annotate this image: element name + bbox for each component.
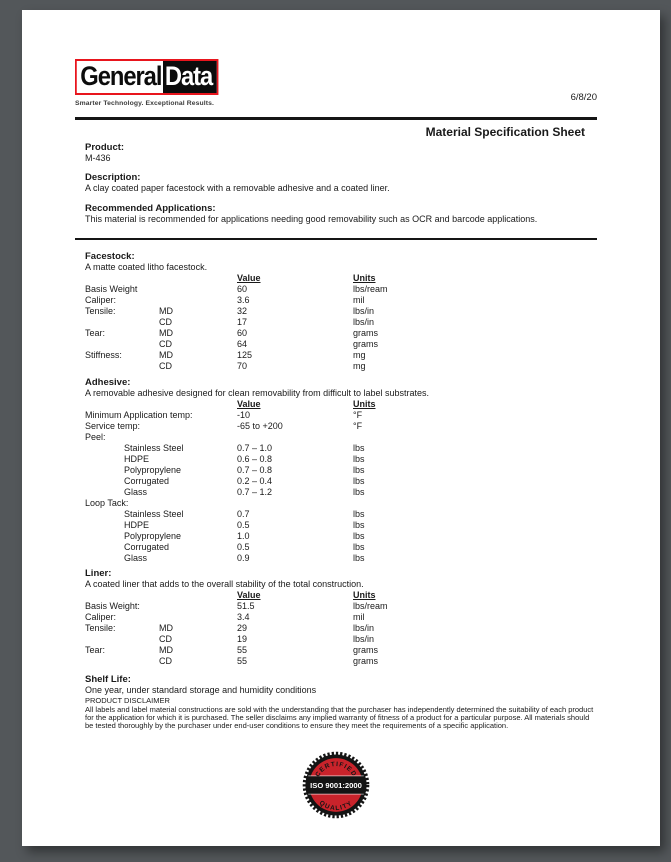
applications-heading: Recommended Applications: xyxy=(85,203,216,214)
section-applications xyxy=(75,203,597,225)
section-divider xyxy=(75,238,597,240)
table-row: Polypropylene 0.7 – 0.8 lbs xyxy=(124,465,365,475)
badge-bottom-text: QUALITY xyxy=(317,799,355,812)
table-row: Tensile: MD 32 lbs/in xyxy=(85,306,375,316)
value-column-header: Value xyxy=(237,399,261,409)
table-row: Corrugated 0.2 – 0.4 lbs xyxy=(124,476,365,486)
table-row: CD 64 grams xyxy=(159,339,379,349)
table-row: CD 70 mg xyxy=(159,361,366,371)
product-heading: Product: xyxy=(85,142,125,153)
table-row: CD 17 lbs/in xyxy=(159,317,375,327)
table-row: CD 19 lbs/in xyxy=(159,634,375,644)
table-row: Basis Weight 60 lbs/ream xyxy=(85,284,388,294)
table-row: Minimum Application temp: -10 °F xyxy=(85,410,363,420)
facestock-intro: A matte coated litho facestock. xyxy=(85,262,208,272)
table-row: HDPE 0.6 – 0.8 lbs xyxy=(124,454,365,464)
adhesive-intro: A removable adhesive designed for clean removability from difficult to label substrates. xyxy=(85,388,430,398)
section-facestock xyxy=(75,251,597,372)
disclaimer-text: All labels and label material constructions are sold with the understanding that the purchaser has independently determined the suitability of each product for the application for which it is purchased. The seller disclaims any implied warranty of fitness of a product for a particular purpose. All materials should be tested thoroughly by the purchaser under end-user conditions to ensure they meet the requirements of a specific application. xyxy=(85,704,594,731)
table-row: Tear: MD 55 grams xyxy=(85,645,379,655)
units-column-header: Units xyxy=(353,399,376,409)
liner-table-header xyxy=(85,590,597,601)
document-page xyxy=(22,10,660,846)
adhesive-table-header xyxy=(85,399,597,410)
units-column-header: Units xyxy=(353,590,376,600)
table-group-row: Peel: xyxy=(85,432,106,442)
table-row: Corrugated 0.5 lbs xyxy=(124,542,365,552)
badge-center-text: ISO 9001:2000 xyxy=(310,780,362,790)
table-row: Glass 0.9 lbs xyxy=(124,553,365,563)
section-product xyxy=(75,142,597,164)
facestock-heading: Facestock: xyxy=(85,251,135,262)
disclaimer-heading: PRODUCT DISCLAIMER xyxy=(85,696,170,705)
table-row: Stiffness: MD 125 mg xyxy=(85,350,366,360)
document-header xyxy=(75,59,597,109)
section-liner xyxy=(75,568,597,667)
section-adhesive xyxy=(75,377,597,564)
table-row: Tensile: MD 29 lbs/in xyxy=(85,623,375,633)
table-row: Service temp: -65 to +200 °F xyxy=(85,421,363,431)
shelf-life-heading: Shelf Life: xyxy=(85,674,131,685)
applications-text: This material is recommended for applications needing good removability such as OCR and barcode applications. xyxy=(85,214,538,224)
description-heading: Description: xyxy=(85,172,141,183)
value-column-header: Value xyxy=(237,273,261,283)
table-row: Stainless Steel 0.7 – 1.0 lbs xyxy=(124,443,365,453)
table-row: HDPE 0.5 lbs xyxy=(124,520,365,530)
logo-block xyxy=(75,59,238,109)
section-shelf-life xyxy=(75,674,597,731)
table-row: CD 55 grams xyxy=(159,656,379,666)
iso-certified-badge xyxy=(299,748,373,822)
value-column-header: Value xyxy=(237,590,261,600)
badge-container xyxy=(75,748,597,825)
table-row: Basis Weight: 51.5 lbs/ream xyxy=(85,601,388,611)
badge-top-text: CERTIFIED xyxy=(314,760,358,779)
product-value: M-436 xyxy=(85,153,111,163)
description-text: A clay coated paper facestock with a removable adhesive and a coated liner. xyxy=(85,183,390,193)
table-row: Stainless Steel 0.7 lbs xyxy=(124,509,365,519)
logo-tagline: Smarter Technology. Exceptional Results. xyxy=(75,100,214,107)
units-column-header: Units xyxy=(353,273,376,283)
logo-text-data: Data xyxy=(163,61,216,93)
adhesive-heading: Adhesive: xyxy=(85,377,131,388)
section-description xyxy=(75,172,597,194)
logo-text-general: General xyxy=(80,61,162,91)
facestock-table-header xyxy=(85,273,597,284)
header-divider xyxy=(75,117,597,120)
table-row: Tear: MD 60 grams xyxy=(85,328,379,338)
liner-intro: A coated liner that adds to the overall stability of the total construction. xyxy=(85,579,364,589)
page-title: Material Specification Sheet xyxy=(425,125,585,139)
document-date: 6/8/20 xyxy=(570,92,597,103)
table-group-row: Loop Tack: xyxy=(85,498,129,508)
table-row: Caliper: 3.6 mil xyxy=(85,295,365,305)
table-row: Caliper: 3.4 mil xyxy=(85,612,365,622)
general-data-logo xyxy=(75,59,218,95)
table-row: Polypropylene 1.0 lbs xyxy=(124,531,365,541)
table-row: Glass 0.7 – 1.2 lbs xyxy=(124,487,365,497)
liner-heading: Liner: xyxy=(85,568,112,579)
shelf-life-text: One year, under standard storage and humidity conditions xyxy=(85,685,317,695)
